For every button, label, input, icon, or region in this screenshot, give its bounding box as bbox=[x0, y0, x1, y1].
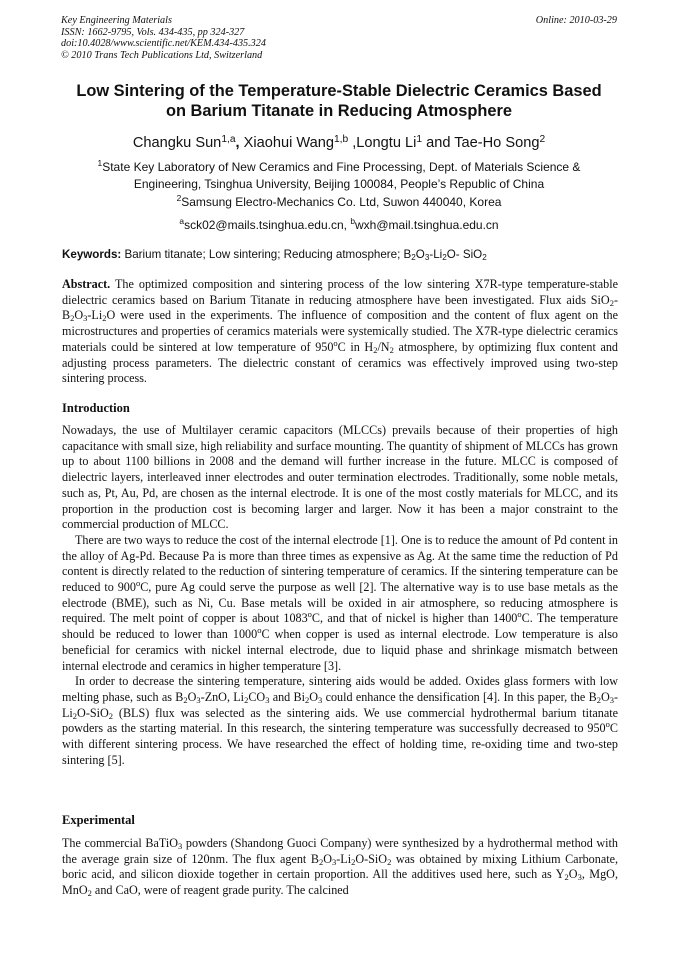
paper-title bbox=[40, 81, 638, 121]
affil-1-line-1: State Key Laboratory of New Ceramics and Fine Processing, Dept. of Materials Science & bbox=[102, 160, 581, 174]
online-date: Online: 2010-03-29 bbox=[535, 15, 617, 26]
author-affil-mark: 2 bbox=[539, 134, 546, 145]
email-link[interactable]: wxh@mail.tsinghua.edu.cn bbox=[355, 218, 499, 232]
affiliation-1 bbox=[40, 159, 638, 192]
author-affil-mark: 1 bbox=[416, 134, 423, 145]
affil-2-text: Samsung Electro-Mechanics Co. Ltd, Suwon 440040, Korea bbox=[181, 195, 502, 209]
journal-header bbox=[61, 15, 617, 61]
abstract-label: Abstract. bbox=[62, 277, 111, 291]
author-name: Longtu Li bbox=[356, 135, 417, 151]
affil-1-line-2: Engineering, Tsinghua University, Beijing 100084, People’s Republic of China bbox=[133, 176, 545, 191]
abstract: Abstract. The optimized composition and sintering process of the low sintering X7R-type temperature-stable dielectric ceramics based on Barium Titanate in reducing atmosphere have been investigated. Flux aids $SiO_2-B_2O_3-Li_2O$ were used in the experiments. The influence of composition and the content of flux agent on the microstructures and properties of ceramics materials were systemically studied. The X7R-type dielectric ceramics materials could be sintered at low temperature of 950$^o$C in $H_2/N_2$ atmosphere, by optimizing flux content and adjusting process parameters. The dielectric constant of ceramics was effectively improved using two-step sintering process. bbox=[62, 277, 618, 386]
author-affil-mark: 1,a bbox=[221, 134, 236, 145]
author-separator: , bbox=[235, 135, 244, 151]
journal-issn: ISSN: 1662-9795, Vols. 434-435, pp 324-327 bbox=[61, 26, 245, 38]
email-mark: b bbox=[350, 216, 356, 226]
title-line-2: on Barium Titanate in Reducing Atmosphere bbox=[165, 102, 513, 120]
section-heading-experimental: Experimental bbox=[62, 813, 135, 827]
journal-doi: doi:10.4028/www.scientific.net/KEM.434-435.324 bbox=[61, 38, 266, 50]
author-name: Xiaohui Wang bbox=[243, 135, 334, 151]
author-list bbox=[40, 135, 638, 151]
affil-mark: 1 bbox=[97, 158, 103, 168]
introduction-body bbox=[62, 423, 618, 768]
journal-name: Key Engineering Materials bbox=[61, 15, 172, 26]
author-name: Tae-Ho Song bbox=[454, 135, 540, 151]
email-mark: a bbox=[179, 216, 185, 226]
journal-copyright: © 2010 Trans Tech Publications Ltd, Switzerland bbox=[61, 49, 263, 61]
author-name: Changku Sun bbox=[132, 135, 222, 151]
author-separator: and bbox=[422, 135, 455, 151]
author-affil-mark: 1,b bbox=[333, 134, 349, 145]
email-link[interactable]: sck02@mails.tsinghua.edu.cn bbox=[184, 218, 344, 232]
author-separator: , bbox=[348, 135, 357, 151]
paragraph: In order to decrease the sintering temperature, sintering aids would be added. Oxides glass formers with low melting phase, such as $B_2O_3$-ZnO, $Li_2CO_3$ and $Bi_2O_3$ could enhance the densification [4]. In this paper, the $B_2O_3-Li_2O-SiO_2$ (BLS) flux was selected as the sintering aids. We use commercial hydrothermal barium titanate powders as the starting material. In this research, the sintering temperature was successfully decreased to 950$^o$C with different sintering process. We have researched the effect of holding time, re-oxiding time and two-step sintering [5]. bbox=[62, 674, 619, 767]
affil-mark: 2 bbox=[176, 193, 182, 203]
experimental-body bbox=[62, 836, 618, 899]
paragraph: There are two ways to reduce the cost of the internal electrode [1]. One is to reduce the amount of Pd content in the alloy of Ag-Pd. Because Pa is more than three times as expensive as Ag. At the same time the reduction of Pd content is directly related to the reduction of sintering temperature of ceramics. If the sintering temperature can be reduced to 900$^o$C, pure Ag could serve the purpose as well [2]. The alternative way is to use base metals as the electrode (BME), such as Ni, Cu. Base metals will be oxided in air atmosphere, so reducing atmosphere is required. The melt point of copper is about 1083$^o$C, and that of nickel is higher than 1400$^o$C. The temperature should be reduced to lower than 1000$^o$C when copper is used as internal electrode. Low temperature is also beneficial for ceramics with nickel internal electrode, due to liquid phase and shrinkage mismatch between internal electrode and ceramics in higher temperature [3]. bbox=[62, 532, 618, 673]
author-emails: $^a$sck02@mails.tsinghua.edu.cn, $^b$wxh@mail.tsinghua.edu.cn bbox=[179, 216, 499, 232]
paragraph: Nowadays, the use of Multilayer ceramic capacitors (MLCCs) prevails because of their properties of high capacitance with small size, high reliability and surface mounting. The quantity of shipment of MLCCs has grown up to about 1100 billions in 2008 and the demand will further increase in the future. MLCC is composed of dielectric layers, interleaved inner electrodes and outer termination electrodes. Traditionally, some noble metals, such as, Pt, Au, Pd, are chosen as the internal electrode. It is one of the most costly materials for MLCC, and its proportion in the production cost is becoming larger and larger. Now it has been a major constraint to the commercial production of MLCC. bbox=[62, 423, 618, 532]
paragraph: The commercial BaTiO$_3$ powders (Shandong Guoci Company) were synthesized by a hydrothermal method with the average grain size of 120nm. The flux agent $B_2O_3-Li_2O-SiO_2$ was obtained by mixing Lithium Carbonate, boric acid, and silicon dioxide together in certain proportion. All the additives used here, such as $Y_2O_3$, MgO, MnO$_2$ and CaO, were of reagent grade purity. The calcined bbox=[62, 836, 619, 899]
title-line-1: Low Sintering of the Temperature-Stable Dielectric Ceramics Based bbox=[76, 82, 602, 100]
keywords: Keywords: Barium titanate; Low sintering; Reducing atmosphere; $B_2O_3-Li_2O-$ SiO$_2$ bbox=[62, 248, 487, 262]
affiliation-2 bbox=[40, 194, 638, 211]
section-heading-introduction: Introduction bbox=[62, 401, 130, 415]
keywords-label: Keywords: bbox=[62, 248, 122, 261]
